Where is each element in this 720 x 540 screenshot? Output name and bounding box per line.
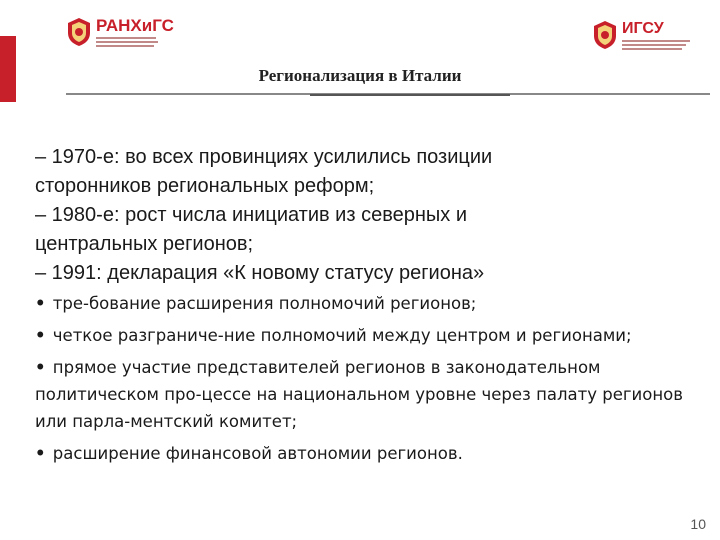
list-item [35,290,695,317]
igsu-emblem-icon [592,20,618,50]
bullet-icon: • [35,358,46,377]
page-number: 10 [690,516,706,532]
igsu-logo [592,20,690,50]
list-item [35,354,695,435]
list-item-text: тре-бование расширения полномочий регионов; [52,294,477,313]
igsu-logo-subtitle [622,40,690,50]
timeline-text [35,143,695,288]
ranepa-logo-subtitle [96,37,174,47]
list-item-text: четкое разграниче-ние полномочий между центром и регионами; [52,326,632,345]
bullet-icon: • [35,294,46,313]
list-item [35,440,695,467]
list-item-text: расширение финансовой автономии регионов. [52,444,463,463]
timeline-line: сторонников региональных реформ; [35,175,375,197]
timeline-line: – 1970-е: во всех провинциях усилились позиции [35,146,493,168]
list-item [35,322,695,349]
slide-title: Регионализация в Италии [258,66,462,85]
igsu-logo-name: ИГСУ [622,19,664,37]
list-item-text: прямое участие представителей регионов в законодательном политическом про-цессе на национальном уровне через палату регионов или парла-ментский комитет; [35,358,683,431]
ranepa-emblem-icon [66,17,92,47]
bullet-icon: • [35,444,46,463]
title-rule-accent [310,94,510,96]
timeline-line: – 1991: декларация «К новому статусу региона» [35,262,485,284]
timeline-line: – 1980-е: рост числа инициатив из северных и [35,204,468,226]
timeline-line: центральных регионов; [35,233,254,255]
bullet-icon: • [35,326,46,345]
demands-list [35,290,695,472]
ranepa-logo [66,17,174,47]
ranepa-logo-name: РАНХиГС [96,16,174,35]
